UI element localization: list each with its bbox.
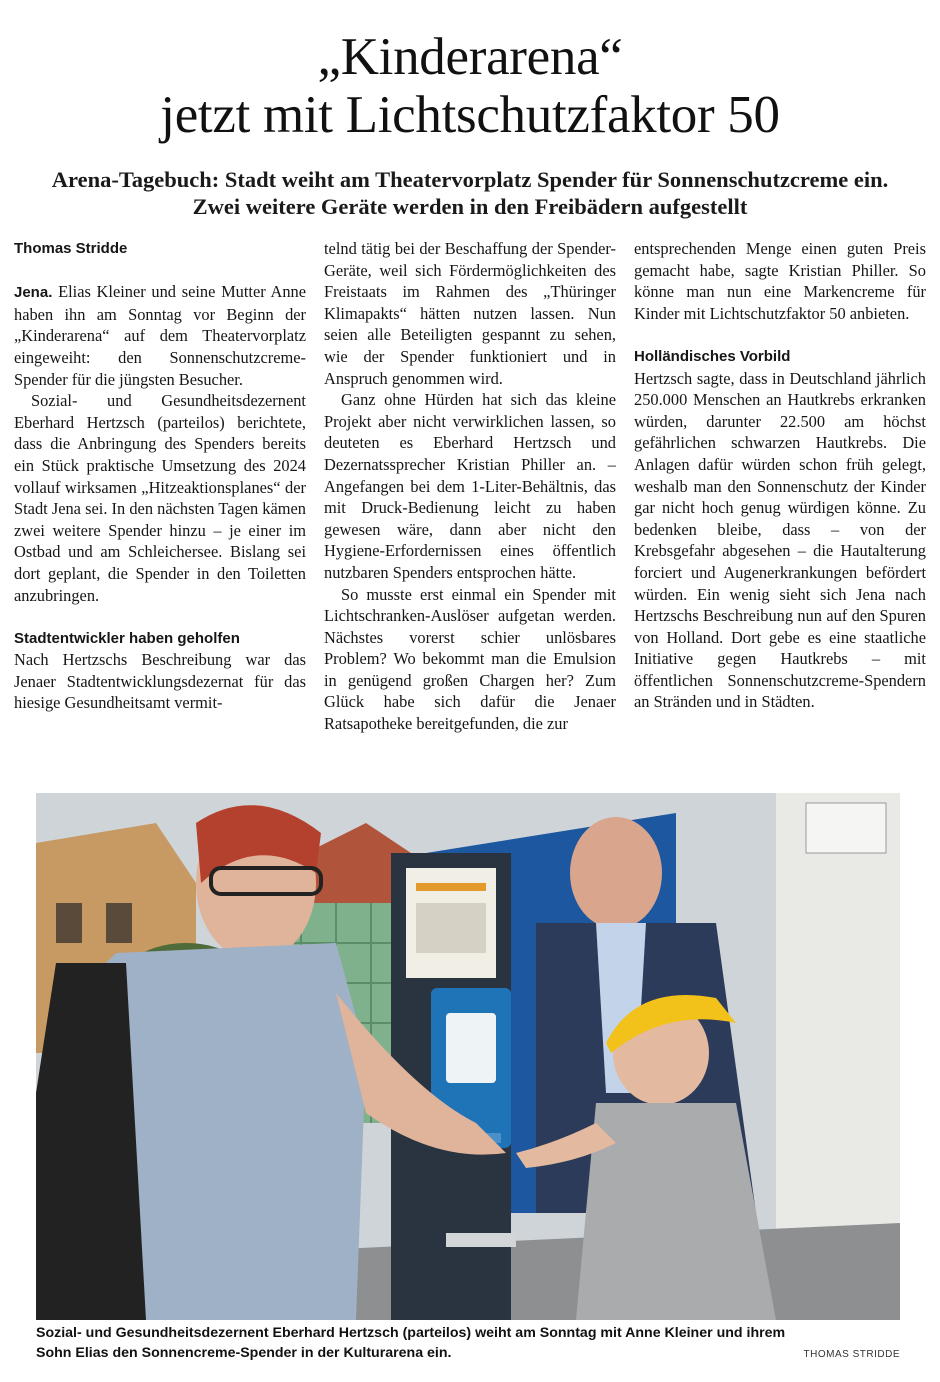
paragraph: Ganz ohne Hürden hat sich das kleine Projekt aber nicht verwirklichen lassen, so deuteten es Eberhard Hertzsch und Dezernatssprecher Kristian Philler an. – Angefangen bei dem 1-Liter-Behältnis, das mit Druck-Bedienung leicht zu haben gewesen wäre, dann aber nicht den Hygiene-Erfordernissen eines öffentlich nutzbaren Spenders entsprochen hätte. [324,390,616,582]
window [56,903,82,943]
column-2 [324,238,616,758]
paragraph: telnd tätig bei der Beschaffung der Spender-Geräte, weil sich Fördermöglichkeiten des Freistaats im Rahmen des „Thüringer Klimapakts“ hätten nutzen lassen. Nun seien alle Beteiligten gespannt zu sehen, wie der Spender funktioniert und in Anspruch genommen wird. [324,239,616,388]
photo-illustration [36,793,900,1320]
paragraph: Sozial- und Gesundheitsdezernent Eberhard Hertzsch (parteilos) berichtete, dass die Anbringung des Spenders bereits ein Stück praktische Umsetzung des 2024 vollauf wirksamen „Hitzeaktionsplanes“ der Stadt Jena sei. In den nächsten Tagen kämen zwei weitere Spender hinzu – je einer im Ostbad und am Schleichersee. Bislang sei dort geplant, die Spender in den Toiletten anzubringen. [14,391,306,605]
dispenser-window [446,1013,496,1083]
dateline: Jena. [14,284,53,302]
column-1 [14,238,306,758]
caption-line-1: Sozial- und Gesundheitsdezernent Eberhard Hertzsch (parteilos) weiht am Sonntag mit Anne Kleiner und ihrem [36,1325,786,1341]
paragraph: So musste erst einmal ein Spender mit Lichtschranken-Auslöser aufgetan werden. Nächstes vorerst schier unlösbares Problem? Wo bekommt man die Emulsion in genügend großen Chargen her? Zum Glück habe sich dafür die Jenaer Ratsapotheke bereitgefunden, die zur [324,584,616,734]
paragraph: Hertzsch sagte, dass in Deutschland jährlich 250.000 Menschen an Hautkrebs erkranken würden, darunter 22.500 am höchst gefährlichen schwarzen Hautkrebs. Die Anlagen dafür würden schon früh gelegt, weshalb man den Sonnenschutz der Kinder gar nicht hoch genug würdigen könne. Zu bedenken bleibe, dass – von der Krebsgefahr abgesehen – die Hautalterung forciert und Augenerkrankungen befördert würden. Ein wenig sieht sich Jena nach Hertzschs Beschreibung nun auf den Spuren von Holland. Dort gebe es eine staatliche Initiative gegen Hautkrebs – mit öffentlichen Sonnenschutzcreme-Spendern an Stränden und in Städten. [634,368,926,712]
drip-tray [446,1233,516,1247]
subheadline-line-2: Zwei weitere Geräte werden in den Freibädern aufgestellt [192,194,748,219]
section-subheading: Holländisches Vorbild [634,347,791,365]
article-photo [36,793,900,1320]
man-head [570,817,662,929]
section-subheading: Stadtentwickler haben geholfen [14,629,240,647]
headline [0,28,940,144]
paragraph: Nach Hertzschs Beschreibung war das Jenaer Stadtentwicklungsdezernat für das hiesige Gesundheitsamt vermit- [14,650,306,713]
author-byline: Thomas Stridde [14,240,128,257]
paragraph [14,281,306,390]
paragraph: entsprechenden Menge einen guten Preis gemacht habe, sagte Kristian Philler. So könne man nun eine Markencreme für Kinder mit Lichtschutzfaktor 50 anbieten. [634,239,926,323]
subheadline [0,166,940,220]
caption-line-2: Sohn Elias den Sonnencreme-Spender in der Kulturarena ein. [36,1345,452,1361]
article-body [14,238,926,758]
container-window [806,803,886,853]
photo-credit: THOMAS STRIDDE [803,1349,900,1360]
headline-line-2: jetzt mit Lichtschutzfaktor 50 [160,86,780,144]
window [106,903,132,943]
photo-caption [36,1323,900,1363]
column-3 [634,238,926,758]
paragraph-text: Elias Kleiner und seine Mutter Anne haben ihn am Sonntag vor Beginn der „Kinderarena“ auf dem Theatervorplatz eingeweiht: den Sonnenschutzcreme-Spender für die jüngsten Besucher. [14,282,306,389]
headline-line-1: „Kinderarena“ [317,28,623,86]
poster-text [416,903,486,953]
subheadline-line-1: Arena-Tagebuch: Stadt weiht am Theatervorplatz Spender für Sonnenschutzcreme ein. [51,167,889,192]
poster-title [416,883,486,891]
